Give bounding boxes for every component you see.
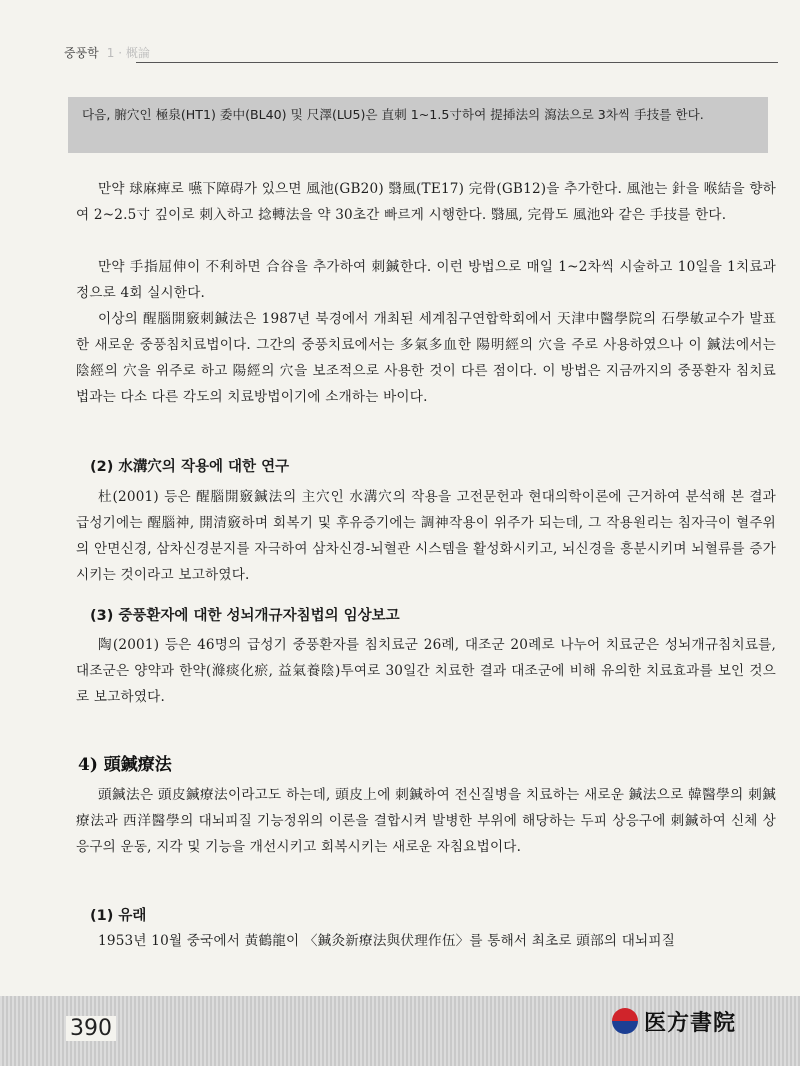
heading-origin: (1) 유래 xyxy=(90,908,147,924)
paragraph-clinical-report: 陶(2001) 등은 46명의 급성기 중풍환자를 침치료군 26례, 대조군 20례로 나누어 치료군은 성뇌개규침치료를, 대조군은 양약과 한약(滌痰化瘀, 益氣養陰)투여로 30일간 치료한 결과 대조군에 비해 유의한 치료효과를 보인 것으로 보고하였다. xyxy=(76,637,776,705)
heading-shuigou-study: (2) 水溝穴의 작용에 대한 연구 xyxy=(90,459,290,475)
paragraph-finger-flexion: 만약 手指屈伸이 不利하면 合谷을 추가하여 刺鍼한다. 이런 방법으로 매일 1~2차씩 시술하고 10일을 1치료과정으로 4회 실시한다. xyxy=(76,259,776,301)
paragraph-glossopharyngeal: 만약 球麻痺로 嚥下障碍가 있으면 風池(GB20) 翳風(TE17) 完骨(GB12)을 추가한다. 風池는 針을 喉結을 향하여 2~2.5寸 깊이로 刺入하고 捻轉法을 약 30초간 빠르게 시행한다. 翳風, 完骨도 風池와 같은 手技를 한다. xyxy=(76,181,776,223)
paragraph-method-summary: 이상의 醒腦開竅刺鍼法은 1987년 북경에서 개최된 세계침구연합학회에서 天津中醫學院의 石學敏교수가 발표한 새로운 중풍침치료법이다. 그간의 중풍치료에서는 多氣多血한 陽明經의 穴을 주로 사용하였으나 이 鍼法에서는 陰經의 穴을 위주로 하고 陽經의 穴을 보조적으로 사용한 것이 다른 점이다. 이 방법은 지금까지의 중풍환자 침치료법과는 다소 다른 각도의 치료방법이기에 소개하는 바이다. xyxy=(76,311,776,405)
running-header xyxy=(64,44,150,61)
paragraph-origin: 1953년 10월 중국에서 黃鶴龍이 〈鍼灸新療法與伏理作伍〉를 통해서 최초로 頭部의 대뇌피질 xyxy=(98,933,676,949)
page-number: 390 xyxy=(66,1016,116,1041)
note-box: 다음, 腑穴인 極泉(HT1) 委中(BL40) 및 尺澤(LU5)은 直刺 1~1.5寸하여 提揷法의 瀉法으로 3차씩 手技를 한다. xyxy=(68,97,768,153)
heading-clinical-report: (3) 중풍환자에 대한 성뇌개규자침법의 임상보고 xyxy=(90,608,400,624)
paragraph-scalp-acupuncture: 頭鍼法은 頭皮鍼療法이라고도 하는데, 頭皮上에 刺鍼하여 전신질병을 치료하는 새로운 鍼法으로 韓醫學의 刺鍼療法과 西洋醫學의 대뇌피질 기능정위의 이론을 결합시켜 발병한 부위에 해당하는 두피 상응구에 刺鍼하여 신체 상응구의 운동, 지각 및 기능을 개선시키고 회복시키는 새로운 자침요법이다. xyxy=(76,787,776,855)
taeguk-icon xyxy=(612,1008,638,1034)
heading-scalp-acupuncture: 4) 頭鍼療法 xyxy=(78,755,172,775)
paragraph-shuigou-study: 杜(2001) 등은 醒腦開竅鍼法의 主穴인 水溝穴의 작용을 고전문헌과 현대의학이론에 근거하여 분석해 본 결과 급성기에는 醒腦神, 開清竅하며 회복기 및 후유증기에는 調神작용이 위주가 되는데, 그 작용원리는 침자극이 혈주위의 안면신경, 삼차신경분지를 자극하여 삼차신경-뇌혈관 시스템을 활성화시키고, 뇌신경을 흥분시키며 뇌혈류를 증가시키는 것이라고 보고하였다. xyxy=(76,489,776,583)
header-rule xyxy=(136,62,778,63)
publisher-logo xyxy=(612,1006,762,1036)
publisher-name: 医方書院 xyxy=(644,1009,737,1036)
running-header-section: 중풍학 xyxy=(64,46,99,60)
running-header-subsection: 1 · 概論 xyxy=(106,46,150,60)
